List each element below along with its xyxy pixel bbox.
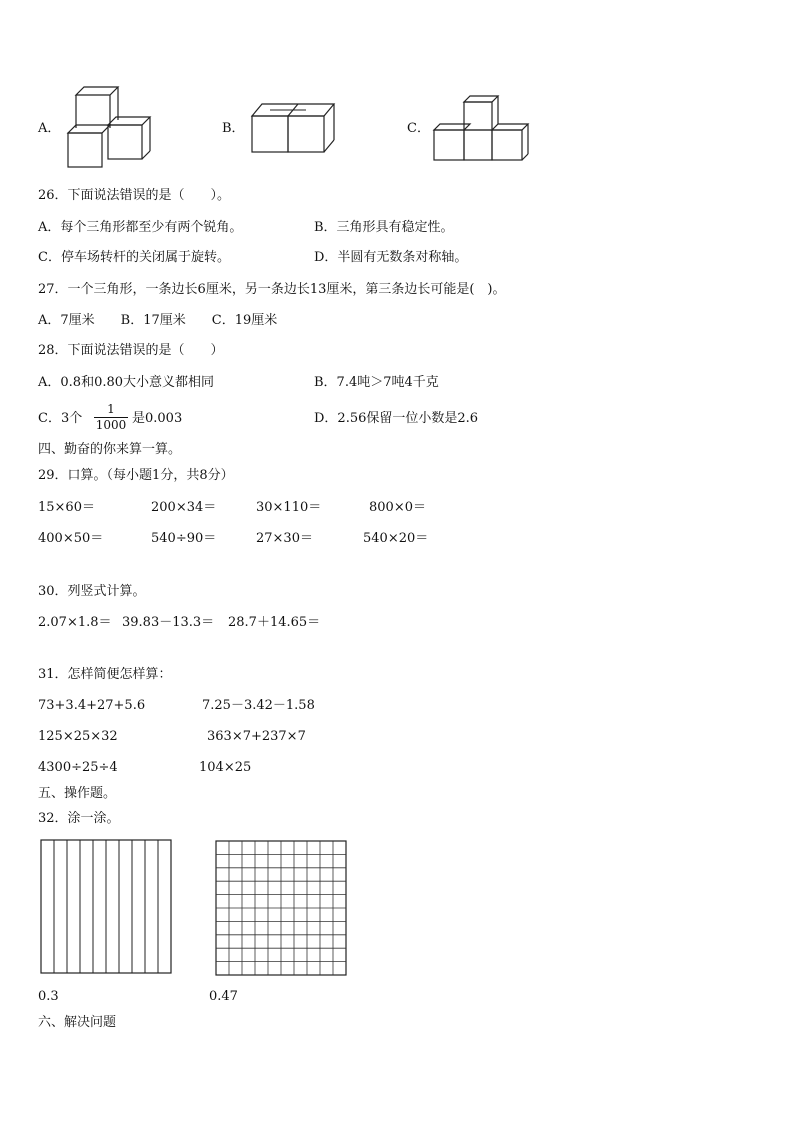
q31-item: 104×25 [199,760,252,775]
q31-item: 7.25－3.42－1.58 [202,698,315,713]
q29-item: 27×30＝ [256,531,313,546]
q29-item: 800×0＝ [369,500,426,515]
q28-stem: 28．下面说法错误的是（ ） [38,343,224,358]
q32-label-right: 0.47 [209,989,238,1004]
q29-item: 400×50＝ [38,531,104,546]
q29-stem: 29．口算。（每小题1分，共8分） [38,468,234,483]
q31-stem: 31．怎样简便怎样算： [38,667,172,682]
q25-figure-c [430,92,530,164]
q26-option-b: B．三角形具有稳定性。 [314,220,454,235]
q30-item: 2.07×1.8＝ [38,615,112,630]
q26-stem: 26．下面说法错误的是（ ）。 [38,188,231,203]
q27-stem: 27．一个三角形，一条边长6厘米，另一条边长13厘米，第三条边长可能是( )。 [38,282,506,297]
q26-option-a: A．每个三角形都至少有两个锐角。 [38,220,243,235]
q29-item: 30×110＝ [256,500,322,515]
section-4-heading: 四、勤奋的你来算一算。 [38,442,182,457]
q28-option-d: D．2.56保留一位小数是2.6 [314,411,479,426]
q28-option-a: A．0.8和0.80大小意义都相同 [38,375,215,390]
q27-options: A．7厘米 B．17厘米 C．19厘米 [38,313,278,328]
q32-strip-diagram[interactable] [40,839,172,974]
q30-item: 39.83－13.3＝ [122,615,215,630]
section-5-heading: 五、操作题。 [38,786,117,801]
fraction-numerator: 1 [107,402,115,416]
q29-item: 540×20＝ [363,531,429,546]
q32-hundred-grid[interactable] [215,840,347,976]
q31-item: 363×7+237×7 [207,729,306,744]
q30-stem: 30．列竖式计算。 [38,584,146,599]
q32-stem: 32．涂一涂。 [38,811,120,826]
q25-option-b-label: B． [222,121,245,136]
q25-option-a-label: A． [38,121,61,136]
q29-item: 200×34＝ [151,500,217,515]
q28-option-c-fraction [94,403,128,432]
q31-item: 125×25×32 [38,729,118,744]
q30-item: 28.7＋14.65＝ [228,615,321,630]
q28-option-c-prefix: C．3个 [38,411,83,426]
q25-figure-a [64,84,154,170]
q29-item: 15×60＝ [38,500,95,515]
q26-option-c: C．停车场转杆的关闭属于旋转。 [38,250,230,265]
q31-item: 73+3.4+27+5.6 [38,698,146,713]
q31-item: 4300÷25÷4 [38,760,118,775]
q28-option-c-suffix: 是0.003 [132,411,183,426]
q26-option-d: D．半圆有无数条对称轴。 [314,250,468,265]
q25-option-c-label: C． [407,121,430,136]
q25-figure-b [248,100,338,158]
q29-item: 540÷90＝ [151,531,217,546]
q32-label-left: 0.3 [38,989,59,1004]
fraction-denominator: 1000 [95,418,127,432]
q28-option-b: B．7.4吨＞7吨4千克 [314,375,439,390]
section-6-heading: 六、解决问题 [38,1015,117,1030]
